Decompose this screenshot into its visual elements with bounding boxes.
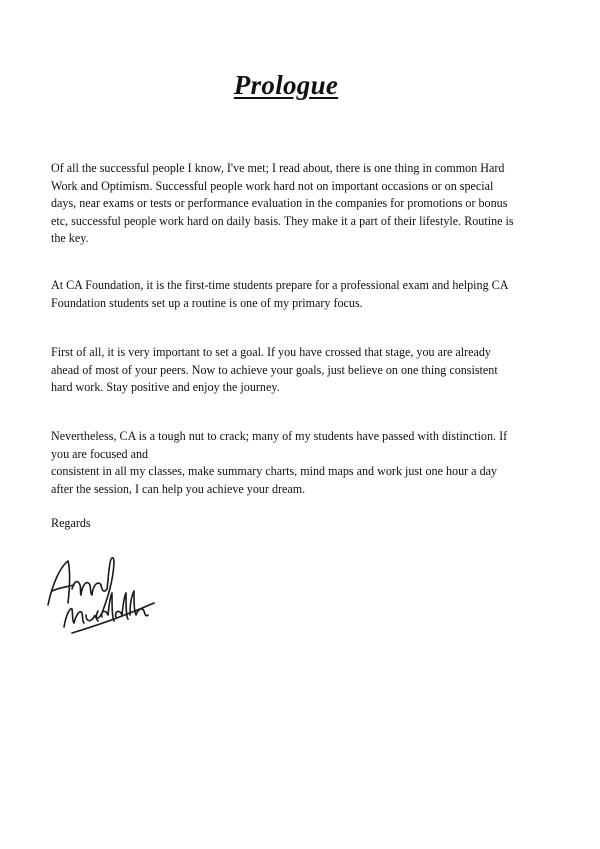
page-title: Prologue bbox=[233, 70, 339, 100]
paragraph-line: after the session, I can help you achieve your dream. bbox=[51, 481, 306, 496]
paragraph-1 bbox=[51, 160, 543, 248]
paragraph-line: the key. bbox=[51, 231, 89, 245]
paragraph-2 bbox=[51, 277, 543, 312]
paragraph-line: hard work. Stay positive and enjoy the journey. bbox=[51, 380, 280, 394]
paragraph-4 bbox=[51, 428, 543, 498]
paragraph-line: Foundation students set up a routine is one of my primary focus. bbox=[51, 295, 363, 310]
paragraph-3 bbox=[51, 344, 543, 397]
paragraph-line: Work and Optimism. Successful people work hard not on important occasions or on special bbox=[51, 178, 494, 193]
paragraph-line: Of all the successful people I know, I've met; I read about, there is one thing in common Hard bbox=[51, 161, 505, 175]
handwritten-signature-icon bbox=[42, 545, 162, 640]
paragraph-line: etc, successful people work hard on daily basis. They make it a part of their lifestyle. Routine is bbox=[51, 213, 514, 228]
paragraph-line: ahead of most of your peers. Now to achieve your goals, just believe on one thing consistent bbox=[51, 362, 498, 377]
paragraph-line: days, near exams or tests or performance evaluation in the companies for promotions or bonus bbox=[51, 196, 508, 210]
paragraph-line: Nevertheless, CA is a tough nut to crack; many of my students have passed with distinction. If bbox=[51, 429, 508, 443]
paragraph-line: consistent in all my classes, make summary charts, mind maps and work just one hour a day bbox=[51, 464, 498, 478]
paragraph-line: you are focused and bbox=[51, 446, 149, 461]
closing-regards: Regards bbox=[51, 516, 91, 530]
paragraph-line: First of all, it is very important to set a goal. If you have crossed that stage, you are already bbox=[51, 345, 491, 359]
paragraph-line: At CA Foundation, it is the first-time students prepare for a professional exam and helping CA bbox=[51, 278, 509, 292]
